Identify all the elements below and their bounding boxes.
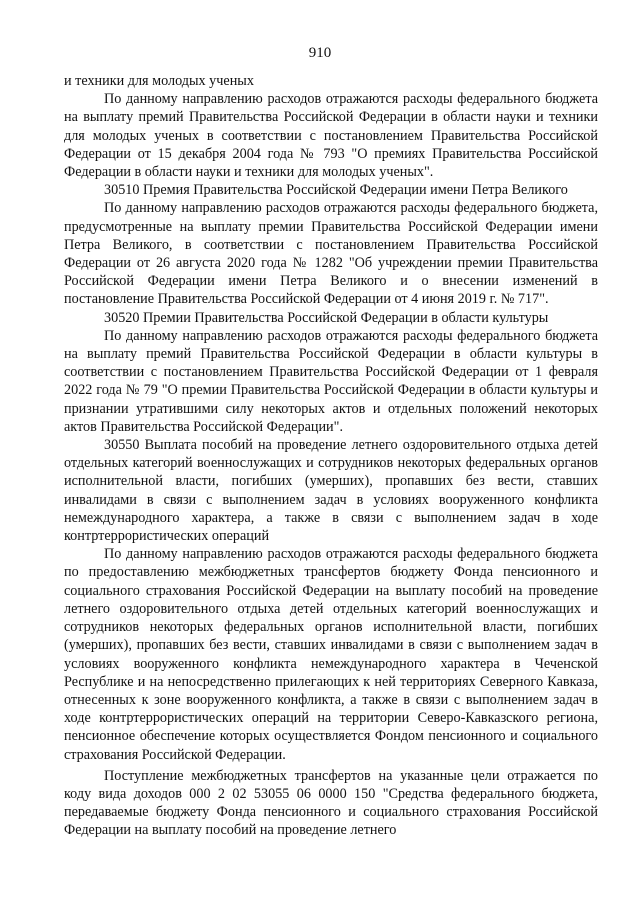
paragraph-continuation: и техники для молодых ученых [64, 73, 254, 89]
paragraph-transfers-income-code: Поступление межбюджетных трансфертов на указанные цели отражается по коду вида доходов 000 2 02 53055 06 0000 150 "Средства федерального бюджета, передаваемые бюджету Фонда пенсионного и социального страхования Российской Федерации на выплату пособий на проведение летнего [64, 767, 598, 839]
paragraph-summer-recreation-benefits: По данному направлению расходов отражаются расходы федерального бюджета по предоставлению межбюджетных трансфертов бюджету Фонда пенсионного и социального страхования Российской Федерации на выплату пособий на проведение летнего оздоровительного отдыха детей отдельных категорий военнослужащих и сотрудников некоторых федеральных органов исполнительной власти, погибших (умерших), пропавших без вести, ставших инвалидами в связи с выполнением задач в условиях вооруженного конфликта немеждународного характера в Чеченской Республике и на непосредственно прилегающих к ней территориях Северного Кавказа, отнесенных к зоне вооруженного конфликта, а также в связи с выполнением задач в ходе контртеррористических операций на территории Северо-Кавказского региона, пенсионное обеспечение которых осуществляется Фондом пенсионного и социального страхования Российской Федерации. [64, 546, 598, 763]
paragraph-peter-the-great-prize: По данному направлению расходов отражаются расходы федерального бюджета, предусмотренные на выплату премии Правительства Российской Федерации имени Петра Великого, в соответствии с постановлением Правительства Российской Федерации от 26 августа 2020 года № 1282 "Об учреждении премии Правительства Российской Федерации имени Петра Великого и о внесении изменений в постановление Правительства Российской Федерации от 4 июня 2019 г. № 717". [64, 200, 598, 308]
heading-30520: 30520 Премии Правительства Российской Федерации в области культуры [104, 309, 549, 326]
page-number: 910 [308, 45, 332, 61]
heading-30510: 30510 Премия Правительства Российской Федерации имени Петра Великого [104, 182, 568, 199]
document-body [64, 72, 598, 840]
heading-30550: 30550 Выплата пособий на проведение летнего оздоровительного отдыха детей отдельных категорий военнослужащих и сотрудников некоторых федеральных органов исполнительной власти, погибших (умерших), пропавших без вести, ставших инвалидами в связи с выполнением задач в условиях вооруженного конфликта немеждународного характера, а также в связи с выполнением задач в ходе контртеррористических операций [64, 437, 598, 545]
paragraph-young-scientists-prizes: По данному направлению расходов отражаются расходы федерального бюджета на выплату премий Правительства Российской Федерации в области науки и техники для молодых ученых в соответствии с постановлением Правительства Российской Федерации от 15 декабря 2004 года № 793 "О премиях Правительства Российской Федерации в области науки и техники для молодых ученых". [64, 91, 598, 181]
paragraph-culture-prizes: По данному направлению расходов отражаются расходы федерального бюджета на выплату премий Правительства Российской Федерации в области культуры в соответствии с постановлением Правительства Российской Федерации от 1 февраля 2022 года № 79 "О премии Правительства Российской Федерации в области культуры и признании утратившими силу некоторых актов и отдельных положений некоторых актов Правительства Российской Федерации". [64, 327, 598, 435]
